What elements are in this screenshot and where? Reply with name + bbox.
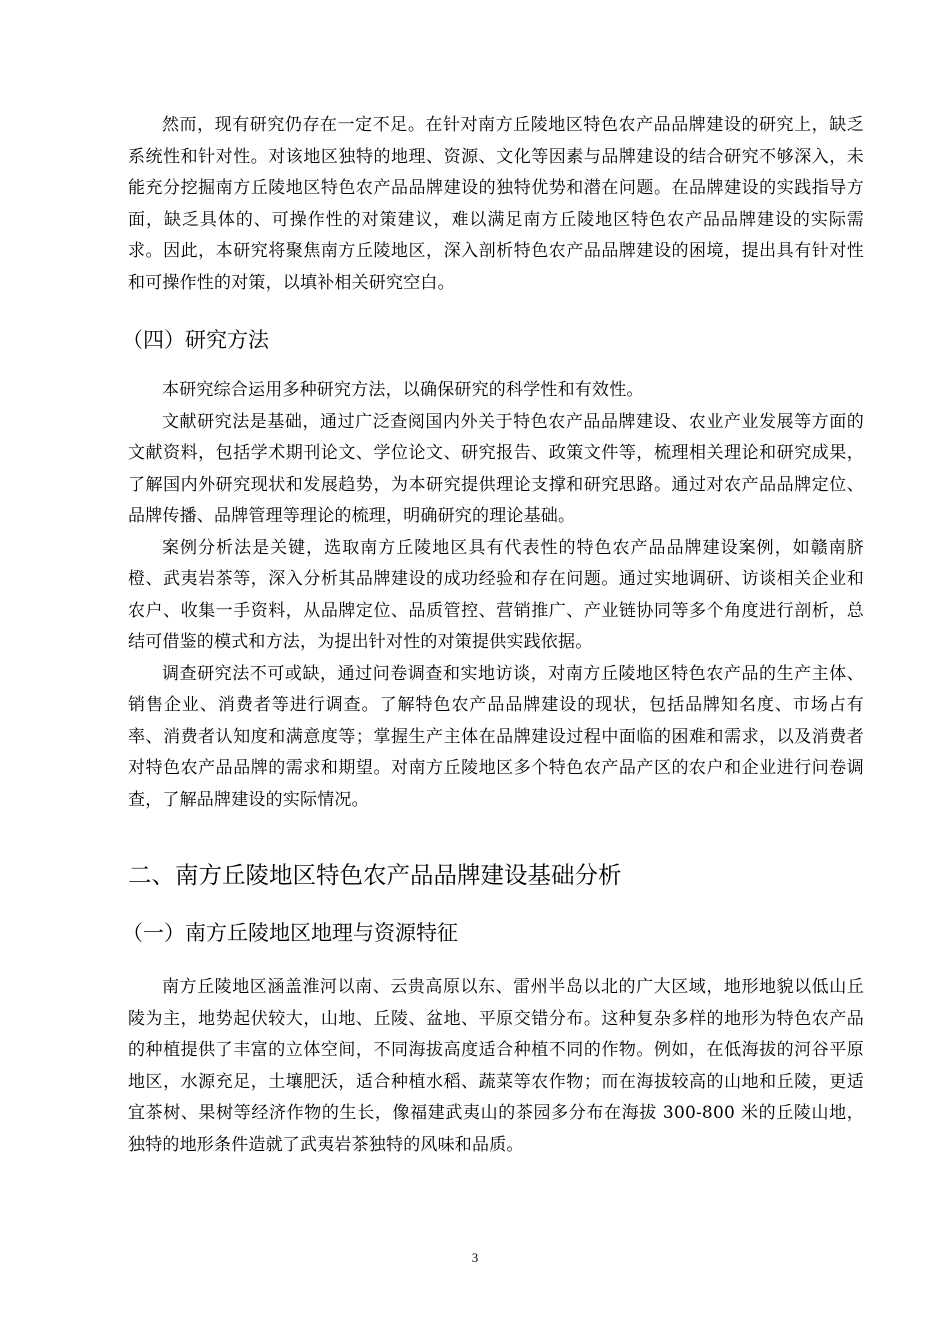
body-paragraph: 本研究综合运用多种研究方法，以确保研究的科学性和有效性。: [162, 380, 644, 400]
page-content: [122, 110, 864, 1161]
body-paragraph: 然而，现有研究仍存在一定不足。在针对南方丘陵地区特色农产品品牌建设的研究上，缺乏系统性和针对性。对该地区独特的地理、资源、文化等因素与品牌建设的结合研究不够深入，未能充分挖掘南方丘陵地区特色农产品品牌建设的独特优势和潜在问题。在品牌建设的实践指导方面，缺乏具体的、可操作性的对策建议，难以满足南方丘陵地区特色农产品品牌建设的实际需求。因此，本研究将聚焦南方丘陵地区，深入剖析特色农产品品牌建设的困境，提出具有针对性和可操作性的对策，以填补相关研究空白。: [128, 115, 864, 293]
body-paragraph: 调查研究法不可或缺，通过问卷调查和实地访谈，对南方丘陵地区特色农产品的生产主体、销售企业、消费者等进行调查。了解特色农产品品牌建设的现状，包括品牌知名度、市场占有率、消费者认知度和满意度等；掌握生产主体在品牌建设过程中面临的困难和需求，以及消费者对特色农产品品牌的需求和期望。对南方丘陵地区多个特色农产品产区的农户和企业进行问卷调查，了解品牌建设的实际情况。: [128, 663, 864, 810]
section-heading-geography: （一）南方丘陵地区地理与资源特征: [122, 921, 458, 945]
chapter-heading: 二、南方丘陵地区特色农产品品牌建设基础分析: [128, 861, 622, 889]
body-paragraph: 案例分析法是关键，选取南方丘陵地区具有代表性的特色农产品品牌建设案例，如赣南脐橙、武夷岩茶等，深入分析其品牌建设的成功经验和存在问题。通过实地调研、访谈相关企业和农户、收集一手资料，从品牌定位、品质管控、营销推广、产业链协同等多个角度进行剖析，总结可借鉴的模式和方法，为提出针对性的对策提供实践依据。: [128, 537, 864, 652]
page-number: 3: [471, 1250, 479, 1265]
body-paragraph: 南方丘陵地区涵盖淮河以南、云贵高原以东、雷州半岛以北的广大区域，地形地貌以低山丘陵为主，地势起伏较大，山地、丘陵、盆地、平原交错分布。这种复杂多样的地形为特色农产品的种植提供了丰富的立体空间，不同海拔高度适合种植不同的作物。例如，在低海拔的河谷平原地区，水源充足，土壤肥沃，适合种植水稻、蔬菜等农作物；而在海拔较高的山地和丘陵，更适宜茶树、果树等经济作物的生长，像福建武夷山的茶园多分布在海拔 300-800 米的丘陵山地，独特的地形条件造就了武夷岩茶独特的风味和品质。: [128, 977, 864, 1155]
body-paragraph: 文献研究法是基础，通过广泛查阅国内外关于特色农产品品牌建设、农业产业发展等方面的文献资料，包括学术期刊论文、学位论文、研究报告、政策文件等，梳理相关理论和研究成果，了解国内外研究现状和发展趋势，为本研究提供理论支撑和研究思路。通过对农产品品牌定位、品牌传播、品牌管理等理论的梳理，明确研究的理论基础。: [128, 411, 864, 526]
section-heading-research-methods: （四）研究方法: [122, 328, 269, 352]
